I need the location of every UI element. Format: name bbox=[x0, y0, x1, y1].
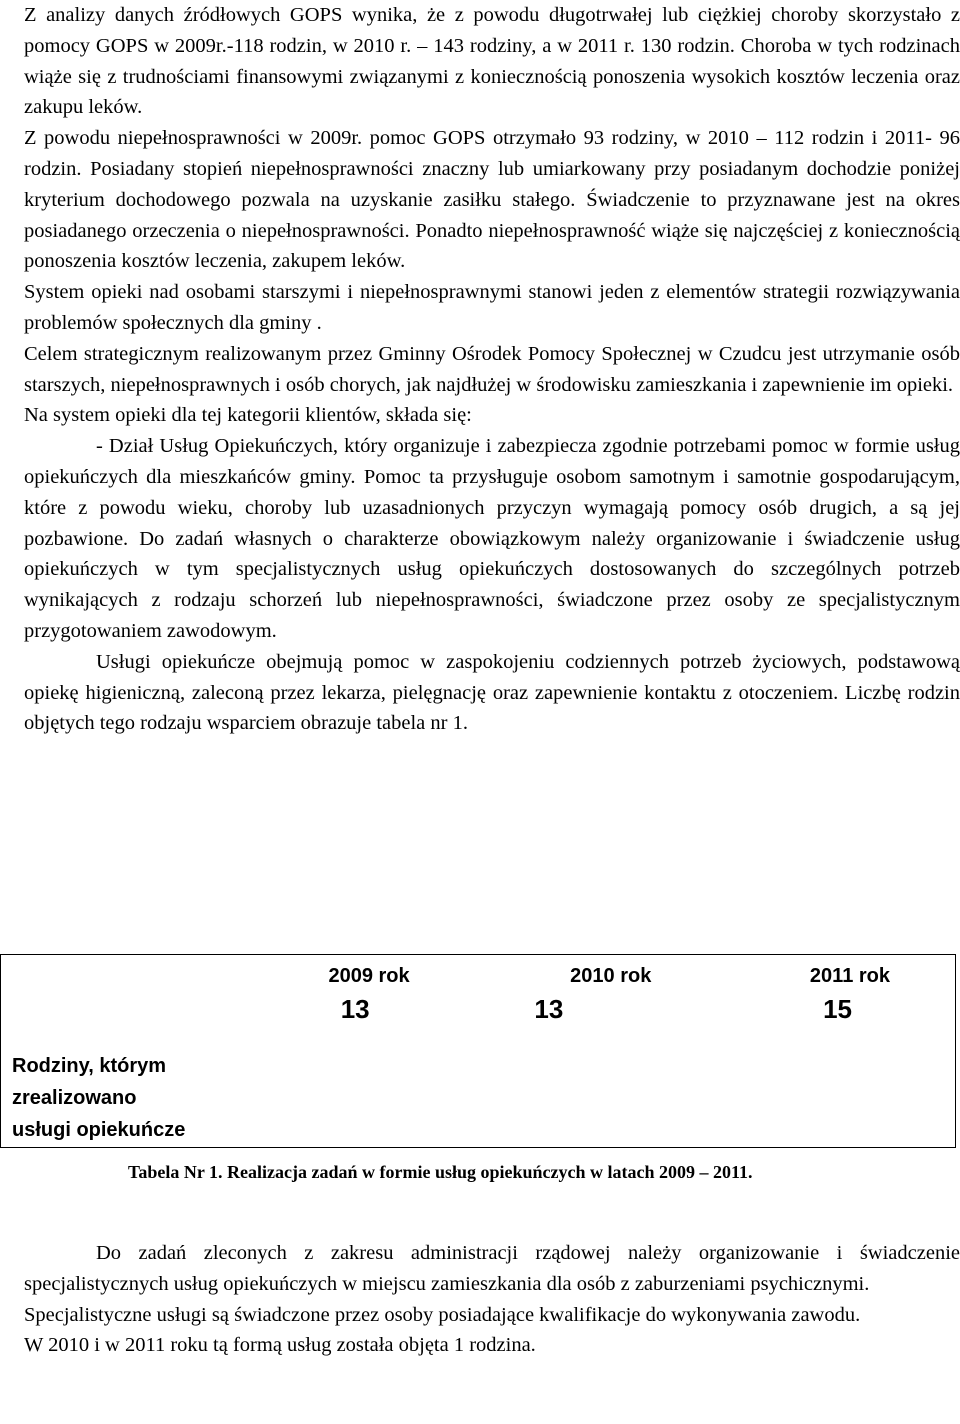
care-services-table bbox=[0, 954, 958, 1148]
row-label-text: Rodziny, którym zrealizowano usługi opiekuńcze bbox=[12, 1055, 186, 1141]
paragraph-care-services: Usługi opiekuńcze obejmują pomoc w zaspokojeniu codziennych potrzeb życiowych, podstawową opiekę higieniczną, zaleconą przez lekarza, pielęgnację oraz zapewnienie kontaktu z otoczeniem. Liczbę rodzin objętych tego rodzaju wsparciem obrazuje tabela nr 1. bbox=[24, 650, 960, 735]
document-body bbox=[24, 0, 960, 739]
table-header-2011: 2011 rok bbox=[809, 965, 890, 987]
table-value-2009: 13 bbox=[340, 994, 370, 1024]
paragraph-care-department: - Dział Usług Opiekuńczych, który organizuje i zabezpiecza zgodnie potrzebami pomoc w formie usług opiekuńczych dla mieszkańców gminy. Pomoc ta przysługuje osobom samotnym i samotnie gospodarującym, które z powodu wieku, choroby lub uzasadnionych przyczyn wymagają pomocy osób drugich, a są jej pozbawione. Do zadań własnych o charakterze obowiązkowym należy organizowanie i świadczenie usług opiekuńczych w tym specjalistycznych usług opiekuńczych dostosowanych do szczególnych potrzeb wynikających z rodzaju schorzeń lub niepełnosprawności, świadczone przez osoby ze specjalistycznym przygotowaniem zawodowym. bbox=[24, 435, 960, 642]
paragraph-strategic-goal: Celem strategicznym realizowanym przez Gminny Ośrodek Pomocy Społecznej w Czudcu jest utrzymanie osób starszych, niepełnosprawnych i osób chorych, jak najdłużej w środowisku zamieszkania i zapewnienie im opieki. bbox=[24, 342, 960, 396]
paragraph-disability: Z powodu niepełnosprawności w 2009r. pomoc GOPS otrzymało 93 rodziny, w 2010 – 112 rodzin i 2011- 96 rodzin. Posiadany stopień niepełnosprawności znaczny lub umiarkowany przy posiadanym dochodzie poniżej kryterium dochodowego pozwala na uzyskanie zasiłku stałego. Świadczenie to przyznawane jest na okres posiadanego orzeczenia o niepełnosprawności. Ponadto niepełnosprawność wiąże się najczęściej z koniecznością ponoszenia kosztów leczenia, zakupem leków. bbox=[24, 127, 960, 273]
paragraph-illness: Z analizy danych źródłowych GOPS wynika, że z powodu długotrwałej lub ciężkiej choroby skorzystało z pomocy GOPS w 2009r.-118 rodzin, w 2010 r. – 143 rodziny, a w 2011 r. 130 rodzin. Choroba w tych rodzinach wiąże się z trudnościami finansowymi związanymi z koniecznością ponoszenia wysokich kosztów leczenia oraz zakupu leków. bbox=[24, 4, 960, 119]
paragraph-specialist-services: Specjalistyczne usługi są świadczone przez osoby posiadające kwalifikacje do wykonywania zawodu. bbox=[24, 1303, 861, 1326]
paragraph-system-components: Na system opieki dla tej kategorii klientów, składa się: bbox=[24, 404, 472, 427]
table-header-2009: 2009 rok bbox=[328, 965, 410, 987]
table-value-2011: 15 bbox=[823, 994, 852, 1024]
document-lower-body bbox=[24, 1238, 960, 1361]
table-caption: Tabela Nr 1. Realizacja zadań w formie usług opiekuńczych w latach 2009 – 2011. bbox=[128, 1162, 753, 1182]
paragraph-commissioned-tasks: Do zadań zleconych z zakresu administracji rządowej należy organizowanie i świadczenie specjalistycznych usług opiekuńczych w miejscu zamieszkania dla osób z zaburzeniami psychicznymi. bbox=[24, 1242, 960, 1295]
paragraph-care-system: System opieki nad osobami starszymi i niepełnosprawnymi stanowi jeden z elementów strategii rozwiązywania problemów społecznych dla gminy . bbox=[24, 281, 960, 334]
paragraph-families-covered: W 2010 i w 2011 roku tą formą usług została objęta 1 rodzina. bbox=[24, 1334, 536, 1357]
table-header-2010: 2010 rok bbox=[570, 965, 652, 987]
table-value-2010: 13 bbox=[534, 994, 564, 1024]
table-row-label bbox=[0, 954, 206, 1148]
